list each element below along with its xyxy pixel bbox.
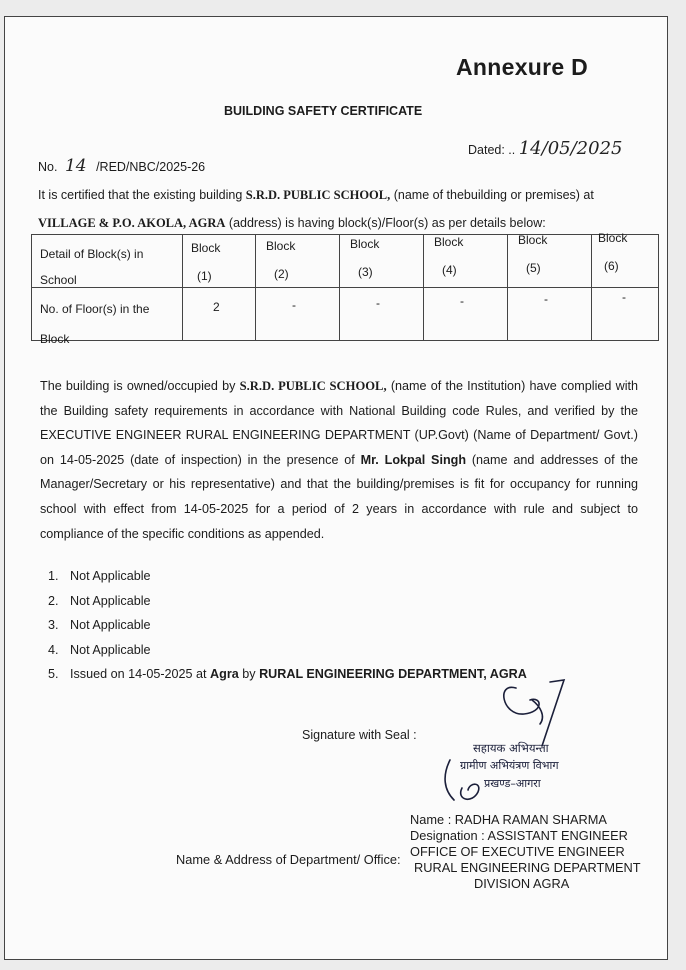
block-number: (2) (274, 267, 289, 281)
floor-count: - (622, 290, 626, 304)
list-item (48, 638, 527, 663)
body-text: (name and addresses of the Manager/Secretary or his representative) and that the building/premises is fit for occupancy for running school with effect from 14-05-2025 for a period of 2 years in accordance with rule and subject to compliance of the specific conditions as appended. (40, 452, 638, 541)
signatory-designation: Designation : ASSISTANT ENGINEER (410, 828, 628, 843)
block-name: Block (434, 235, 464, 249)
row-label: Detail of Block(s) in (40, 247, 144, 261)
seal-line: ग्रामीण अभियंत्रण विभाग (460, 759, 559, 772)
table-cell (424, 288, 508, 341)
item-text: Not Applicable (70, 642, 151, 657)
list-item (48, 613, 527, 638)
issued-text: Issued on 14-05-2025 at (70, 667, 207, 681)
signatory-name: Name : RADHA RAMAN SHARMA (410, 812, 607, 827)
office-line: OFFICE OF EXECUTIVE ENGINEER (410, 844, 625, 859)
table-row (32, 235, 659, 288)
item-text: Not Applicable (70, 593, 151, 608)
block-name: Block (191, 241, 221, 255)
item-number: 2. (48, 593, 59, 608)
number-handwritten: 14 (64, 156, 87, 176)
block-number: (1) (197, 269, 212, 283)
blocks-table (31, 231, 659, 346)
table-cell (183, 288, 256, 341)
floor-count: 2 (213, 300, 220, 314)
item-text: Not Applicable (70, 618, 151, 632)
row-label: No. of Floor(s) in the (40, 302, 150, 316)
building-address: VILLAGE & P.O. AKOLA, AGRA (38, 216, 226, 230)
floor-count: - (376, 296, 380, 310)
table-cell (32, 235, 183, 288)
item-number: 1. (48, 569, 59, 583)
table-cell (508, 235, 592, 288)
block-name: Block (350, 237, 380, 251)
item-text: Not Applicable (70, 569, 151, 583)
floor-count: - (460, 294, 464, 308)
floor-count: - (544, 292, 548, 306)
number-suffix: /RED/NBC/2025-26 (96, 160, 206, 174)
table-cell (340, 288, 424, 341)
office-line: DIVISION AGRA (474, 876, 570, 891)
block-name: Block (598, 231, 628, 245)
row-label: School (40, 273, 77, 287)
table-cell (32, 288, 183, 346)
list-item (48, 564, 527, 589)
signature-label: Signature with Seal : (302, 728, 417, 742)
certificate-number (38, 156, 205, 176)
table-cell (183, 235, 256, 288)
table-cell (508, 288, 592, 341)
floor-count: - (292, 298, 296, 312)
seal-line: सहायक अभियन्ता (473, 741, 549, 755)
intro-text: (name of thebuilding or premises) at (393, 188, 594, 202)
block-name: Block (518, 233, 548, 247)
certificate-title: BUILDING SAFETY CERTIFICATE (224, 104, 423, 118)
intro-line-2 (38, 216, 546, 231)
table-cell (592, 288, 659, 341)
dated-field (468, 138, 622, 159)
table-cell (256, 235, 340, 288)
seal-line: प्रखण्ड–आगरा (484, 777, 541, 790)
dated-handwritten: 14/05/2025 (518, 138, 623, 159)
intro-text: (address) is having block(s)/Floor(s) as per details below: (228, 216, 546, 230)
certificate-body (40, 374, 638, 546)
annexure-heading: Annexure D (456, 54, 589, 80)
office-line: RURAL ENGINEERING DEPARTMENT (414, 860, 641, 875)
item-number: 3. (48, 618, 59, 632)
block-number: (3) (358, 265, 373, 279)
issued-text: by (242, 667, 256, 681)
intro-line-1 (38, 188, 594, 203)
issued-department: RURAL ENGINEERING DEPARTMENT, AGRA (259, 667, 527, 681)
table-cell (592, 231, 659, 288)
table-cell (424, 235, 508, 288)
intro-text: It is certified that the existing building (38, 188, 243, 202)
item-number: 4. (48, 642, 59, 657)
body-text: (name of the Institution) have complied with the Building safety requirements in accordance with National Building code Rules, and verified by the EXECUTIVE ENGINEER RURAL ENGINEERING DEPARTMENT (UP.Govt) (Name of Department/ Govt.) on 14-05-2025 (date of inspection) in the presence of (40, 379, 639, 467)
conditions-list (48, 564, 527, 687)
manager-name: Mr. Lokpal Singh (360, 452, 467, 467)
building-name: S.R.D. PUBLIC SCHOOL, (245, 188, 391, 202)
block-number: (5) (526, 261, 541, 275)
table-cell (256, 288, 340, 341)
issued-place: Agra (210, 667, 239, 681)
item-number: 5. (48, 667, 59, 681)
row-label: Block (40, 332, 70, 346)
owner-name: S.R.D. PUBLIC SCHOOL, (239, 379, 387, 393)
block-name: Block (266, 239, 296, 253)
number-label: No. (38, 160, 58, 174)
block-number: (4) (442, 263, 457, 277)
list-item (48, 589, 527, 614)
body-text: The building is owned/occupied by (40, 379, 236, 393)
office-label: Name & Address of Department/ Office: (176, 852, 401, 867)
dated-label: Dated: .. (468, 143, 516, 157)
block-number: (6) (604, 259, 619, 273)
table-cell (340, 235, 424, 288)
table-row (32, 288, 659, 341)
